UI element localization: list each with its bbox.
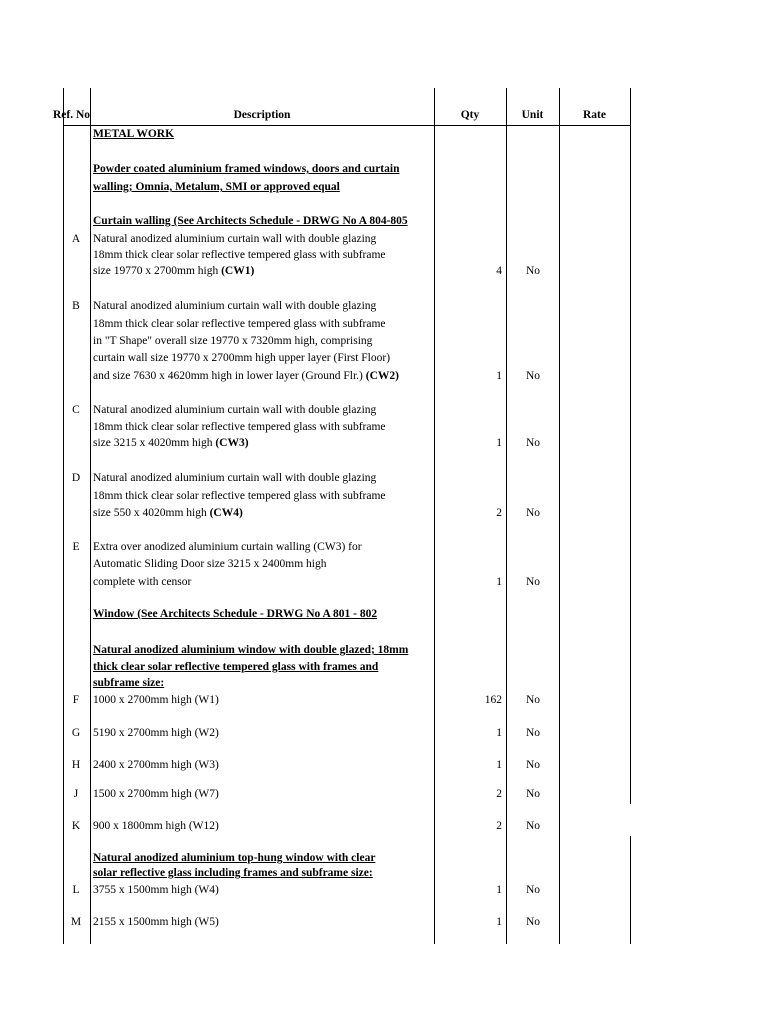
item-description-line: 3755 x 1500mm high (W4) <box>93 884 219 896</box>
item-unit: No <box>525 437 541 449</box>
header-rule <box>63 125 631 126</box>
item-ref: A <box>71 233 81 245</box>
section-natural-window-line2: thick clear solar reflective tempered glass with frames and <box>93 661 379 673</box>
item-qty: 1 <box>496 916 502 928</box>
item-code: (CW3) <box>215 437 249 449</box>
item-unit: No <box>525 759 541 771</box>
item-code: (CW2) <box>365 370 399 382</box>
item-ref: K <box>71 820 81 832</box>
item-description-line: 5190 x 2700mm high (W2) <box>93 727 219 739</box>
item-description-line: complete with censor <box>93 576 192 588</box>
section-natural-window-line1: Natural anodized aluminium window with double glazed; 18mm <box>93 644 409 656</box>
section-tophung-line2: solar reflective glass including frames and subframe size: <box>93 867 373 879</box>
section-window: Window (See Architects Schedule - DRWG No A 801 - 802 <box>93 608 378 620</box>
item-code: (CW1) <box>221 265 255 277</box>
header-description: Description <box>233 109 291 121</box>
item-ref: J <box>73 788 79 800</box>
item-description-line: 1000 x 2700mm high (W1) <box>93 694 219 706</box>
column-border-ref <box>90 88 91 944</box>
item-description-line: size 3215 x 4020mm high (CW3) <box>93 437 249 449</box>
item-ref: M <box>70 916 82 928</box>
item-description-line: Natural anodized aluminium curtain wall with double glazing <box>93 233 377 245</box>
item-unit: No <box>525 727 541 739</box>
item-description-line: Automatic Sliding Door size 3215 x 2400mm high <box>93 558 327 570</box>
item-description-line: 1500 x 2700mm high (W7) <box>93 788 219 800</box>
item-ref: G <box>71 727 81 739</box>
item-description-line: 18mm thick clear solar reflective tempered glass with subframe <box>93 318 386 330</box>
column-border-rate-lower <box>630 836 631 944</box>
item-description-line: 2400 x 2700mm high (W3) <box>93 759 219 771</box>
item-qty: 1 <box>496 370 502 382</box>
item-qty: 1 <box>496 759 502 771</box>
item-ref: D <box>71 472 81 484</box>
item-description-line: in "T Shape" overall size 19770 x 7320mm high, comprising <box>93 335 373 347</box>
item-qty: 2 <box>496 507 502 519</box>
header-rate: Rate <box>583 109 606 121</box>
header-unit: Unit <box>521 109 544 121</box>
item-unit: No <box>525 694 541 706</box>
item-description-line: size 550 x 4020mm high (CW4) <box>93 507 243 519</box>
item-unit: No <box>525 507 541 519</box>
section-natural-window-line3: subframe size: <box>93 677 165 689</box>
item-qty: 4 <box>496 265 502 277</box>
item-ref: L <box>72 884 80 896</box>
item-description-line: 18mm thick clear solar reflective tempered glass with subframe <box>93 249 386 261</box>
item-unit: No <box>525 884 541 896</box>
item-ref: E <box>72 541 80 553</box>
header-qty: Qty <box>460 109 480 121</box>
section-curtain-walling: Curtain walling (See Architects Schedule - DRWG No A 804-805 <box>93 215 408 227</box>
item-qty: 162 <box>484 694 502 706</box>
section-tophung-line1: Natural anodized aluminium top-hung window with clear <box>93 852 376 864</box>
item-qty: 1 <box>496 576 502 588</box>
item-description-line: 2155 x 1500mm high (W5) <box>93 916 219 928</box>
item-ref: C <box>72 404 80 416</box>
item-qty: 2 <box>496 788 502 800</box>
item-qty: 1 <box>496 437 502 449</box>
item-description-line: Natural anodized aluminium curtain wall with double glazing <box>93 300 377 312</box>
item-qty: 1 <box>496 727 502 739</box>
item-description-line: 900 x 1800mm high (W12) <box>93 820 219 832</box>
item-qty: 1 <box>496 884 502 896</box>
item-description-line: 18mm thick clear solar reflective tempered glass with subframe <box>93 490 386 502</box>
item-description-line: curtain wall size 19770 x 2700mm high upper layer (First Floor) <box>93 352 391 364</box>
item-description-line: Natural anodized aluminium curtain wall with double glazing <box>93 404 377 416</box>
item-unit: No <box>525 820 541 832</box>
item-description-line: Natural anodized aluminium curtain wall with double glazing <box>93 472 377 484</box>
item-description-line: Extra over anodized aluminium curtain walling (CW3) for <box>93 541 362 553</box>
item-description-line: size 19770 x 2700mm high (CW1) <box>93 265 255 277</box>
item-unit: No <box>525 576 541 588</box>
column-border-rate-upper <box>630 88 631 804</box>
item-unit: No <box>525 265 541 277</box>
item-description-line: and size 7630 x 4620mm high in lower layer (Ground Flr.) (CW2) <box>93 370 399 382</box>
item-ref: H <box>71 759 81 771</box>
item-unit: No <box>525 370 541 382</box>
item-code: (CW4) <box>209 507 243 519</box>
section-metal-work: METAL WORK <box>93 128 175 140</box>
item-ref: F <box>72 694 80 706</box>
item-ref: B <box>72 300 80 312</box>
item-unit: No <box>525 916 541 928</box>
header-ref: Ref. No <box>52 109 90 121</box>
column-border-left <box>63 88 64 944</box>
item-description-line: 18mm thick clear solar reflective tempered glass with subframe <box>93 421 386 433</box>
item-qty: 2 <box>496 820 502 832</box>
item-unit: No <box>525 788 541 800</box>
section-powder-coated-line1: Powder coated aluminium framed windows, doors and curtain <box>93 163 400 175</box>
section-powder-coated-line2: walling; Omnia, Metalum, SMI or approved equal <box>93 181 340 193</box>
